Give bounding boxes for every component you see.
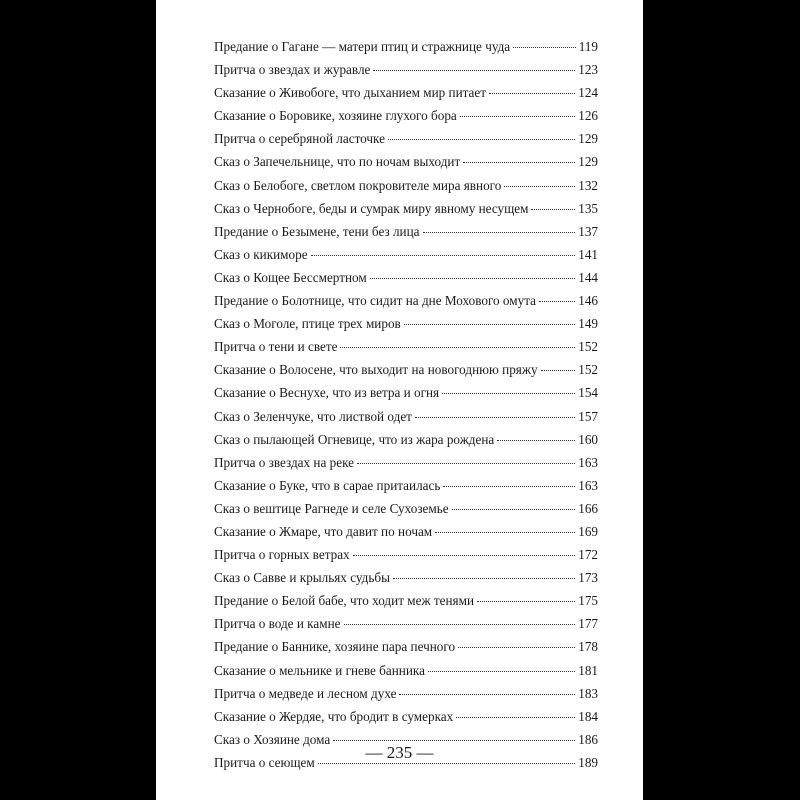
dot-leader <box>443 486 575 487</box>
toc-entry-title: Притча о серебряной ласточке <box>214 131 385 147</box>
toc-entry-page: 157 <box>578 408 598 424</box>
toc-entry <box>214 478 598 501</box>
dot-leader <box>497 440 575 441</box>
toc-entry-title: Сказание о Боровике, хозяине глухого бора <box>214 108 457 124</box>
toc-entry <box>214 593 598 616</box>
toc-entry-page: 178 <box>578 639 598 655</box>
toc-entry-page: 163 <box>578 454 598 470</box>
toc-entry-title: Сказ о Моголе, птице трех миров <box>214 316 401 332</box>
toc-entry-page: 189 <box>578 754 598 770</box>
dot-leader <box>463 162 575 163</box>
toc-entry-page: 177 <box>578 616 598 632</box>
toc-entry <box>214 224 598 247</box>
dot-leader <box>531 209 575 210</box>
toc-entry-page: 144 <box>578 269 598 285</box>
toc-entry-page: 137 <box>578 223 598 239</box>
toc-entry-title: Сказание о Буке, что в сарае притаилась <box>214 477 441 493</box>
toc-entry-title: Притча о тени и свете <box>214 339 338 355</box>
dot-leader <box>423 232 576 233</box>
toc-entry <box>214 293 598 316</box>
toc-entry-title: Притча о сеющем <box>214 754 315 770</box>
toc-entry-page: 152 <box>578 339 598 355</box>
dot-leader <box>340 347 575 348</box>
dot-leader <box>373 70 575 71</box>
dot-leader <box>333 740 575 741</box>
toc-entry <box>214 62 598 85</box>
toc-entry-title: Предание о Болотнице, что сидит на дне Мохового омута <box>214 293 536 309</box>
dot-leader <box>452 509 576 510</box>
toc-entry <box>214 709 598 732</box>
toc-entry-title: Сказание о Живобоге, что дыханием мир питает <box>214 85 487 101</box>
toc-entry-title: Сказ о Запечельнице, что по ночам выходит <box>214 154 461 170</box>
toc-entry <box>214 409 598 432</box>
toc-entry-title: Притча о звездах на реке <box>214 454 354 470</box>
toc-entry <box>214 639 598 662</box>
toc-entry-title: Сказ о вештице Рагнеде и селе Сухоземье <box>214 500 449 516</box>
toc-entry-title: Сказание о Жердяе, что бродит в сумерках <box>214 708 454 724</box>
dot-leader <box>399 694 575 695</box>
toc-entry-page: 119 <box>578 39 598 54</box>
toc-entry-page: 154 <box>578 385 598 401</box>
toc-entry-title: Сказ о Савве и крыльях судьбы <box>214 570 390 586</box>
page-number: — 235 — <box>365 743 434 762</box>
dot-leader <box>456 717 575 718</box>
dot-leader <box>370 278 575 279</box>
dot-leader <box>357 463 575 464</box>
dot-leader <box>388 139 575 140</box>
toc-entry <box>214 686 598 709</box>
toc-entry <box>214 339 598 362</box>
dot-leader <box>541 370 576 371</box>
toc-entry-page: 152 <box>578 362 598 378</box>
toc-entry <box>214 178 598 201</box>
toc-entry-page: 184 <box>578 708 598 724</box>
toc-entry-title: Сказ о Кощее Бессмертном <box>214 269 367 285</box>
toc-entry-title: Предание о Белой бабе, что ходит меж тенями <box>214 593 475 609</box>
toc-entry <box>214 39 598 62</box>
toc-entry <box>214 385 598 408</box>
dot-leader <box>458 647 575 648</box>
toc-entry <box>214 501 598 524</box>
toc-entry-page: 141 <box>578 246 598 262</box>
dot-leader <box>539 301 575 302</box>
toc-entry-page: 124 <box>578 85 598 101</box>
toc-entry-title: Сказ о Зеленчуке, что листвой одет <box>214 408 412 424</box>
toc-entry-page: 173 <box>578 570 598 586</box>
toc-entry-title: Предание о Баннике, хозяине пара печного <box>214 639 456 655</box>
toc-entry-title: Сказание о Жмаре, что давит по ночам <box>214 523 433 539</box>
toc-entry-page: 135 <box>578 200 598 216</box>
toc-entry <box>214 547 598 570</box>
dot-leader <box>353 555 576 556</box>
toc-entry-title: Притча о горных ветрах <box>214 547 350 563</box>
toc-entry-page: 129 <box>578 154 598 170</box>
toc-entry-page: 149 <box>578 316 598 332</box>
toc-entry <box>214 570 598 593</box>
toc-entry-title: Сказание о мельнике и гневе банника <box>214 662 425 678</box>
dot-leader <box>504 186 575 187</box>
toc-entry <box>214 616 598 639</box>
dot-leader <box>428 671 575 672</box>
toc-entry-title: Притча о воде и камне <box>214 616 341 632</box>
toc-entry <box>214 201 598 224</box>
dot-leader <box>318 763 576 764</box>
toc-entry <box>214 524 598 547</box>
toc-entry-title: Сказ о Чернобоге, беды и сумрак миру явному несущем <box>214 200 529 216</box>
toc-entry-page: 126 <box>578 108 598 124</box>
toc-entry <box>214 85 598 108</box>
toc-entry-title: Притча о звездах и журавле <box>214 62 371 78</box>
toc-entry-title: Сказание о Веснухе, что из ветра и огня <box>214 385 440 401</box>
dot-leader <box>435 532 575 533</box>
toc-entry-page: 175 <box>578 593 598 609</box>
toc-entry-title: Сказание о Волосене, что выходит на новогоднюю пряжу <box>214 362 538 378</box>
dot-leader <box>393 578 575 579</box>
dot-leader <box>513 47 576 48</box>
toc-entry-page: 181 <box>578 662 598 678</box>
toc-entry <box>214 432 598 455</box>
toc-entry-page: 129 <box>578 131 598 147</box>
toc-entry-page: 160 <box>578 431 598 447</box>
toc-entry <box>214 663 598 686</box>
toc-entry <box>214 247 598 270</box>
dot-leader <box>415 417 575 418</box>
dot-leader <box>404 324 575 325</box>
toc-entry-page: 146 <box>578 293 598 309</box>
dot-leader <box>460 116 575 117</box>
toc-entry-page: 132 <box>578 177 598 193</box>
toc-entry-page: 166 <box>578 500 598 516</box>
dot-leader <box>311 255 576 256</box>
toc-entry-page: 123 <box>578 62 598 78</box>
toc-entry-title: Предание о Безымене, тени без лица <box>214 223 420 239</box>
dot-leader <box>477 601 575 602</box>
toc-entry-title: Притча о медведе и лесном духе <box>214 685 397 701</box>
toc-entry-title: Предание о Гагане — матери птиц и стражнице чуда <box>214 39 511 54</box>
dot-leader <box>442 393 575 394</box>
toc-entry <box>214 362 598 385</box>
toc-entry-title: Сказ о кикиморе <box>214 246 308 262</box>
book-page <box>156 0 643 800</box>
toc-entry <box>214 154 598 177</box>
toc-entry-page: 163 <box>578 477 598 493</box>
toc-entry-page: 172 <box>578 547 598 563</box>
toc-entry-page: 183 <box>578 685 598 701</box>
toc-entry-title: Сказ о пылающей Огневице, что из жара рождена <box>214 431 495 447</box>
toc-entry-title: Сказ о Хозяине дома <box>214 731 331 747</box>
toc-entry-title: Сказ о Белобоге, светлом покровителе мира явного <box>214 177 502 193</box>
toc-entry <box>214 131 598 154</box>
toc-entry <box>214 108 598 131</box>
toc-entry-page: 169 <box>578 523 598 539</box>
dot-leader <box>344 624 576 625</box>
toc-entry-page: 186 <box>578 731 598 747</box>
toc-entry <box>214 316 598 339</box>
table-of-contents <box>214 39 598 778</box>
dot-leader <box>489 93 575 94</box>
toc-entry <box>214 455 598 478</box>
toc-entry <box>214 270 598 293</box>
